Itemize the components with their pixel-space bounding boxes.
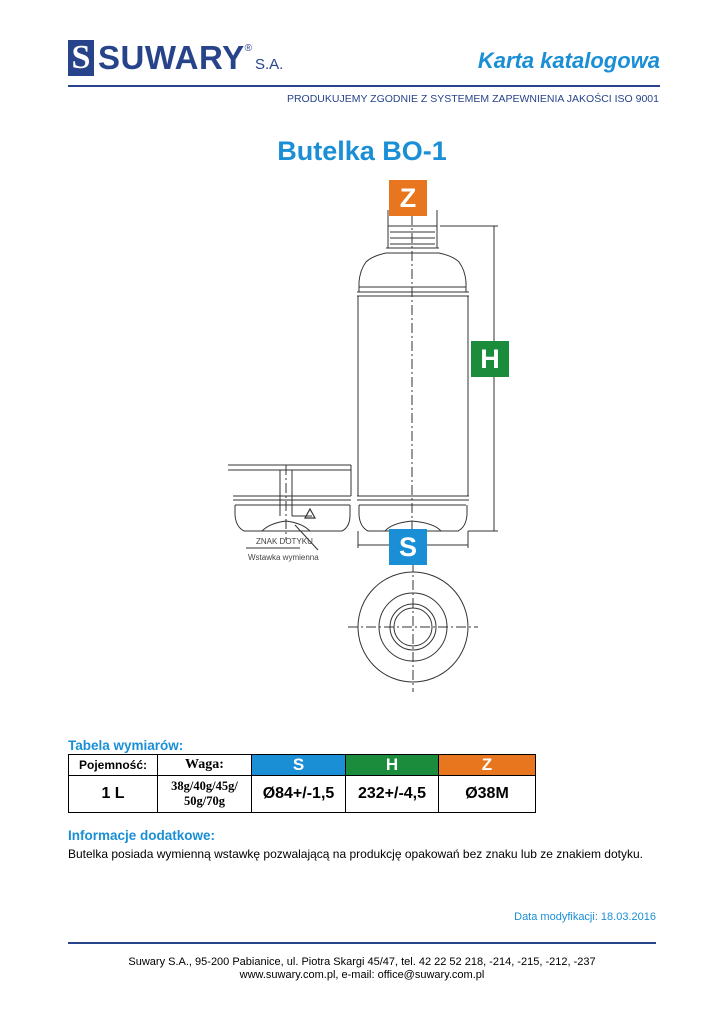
brand-name: SUWARY	[98, 39, 245, 76]
cell-capacity: 1 L	[69, 776, 158, 813]
quality-note: PRODUKUJEMY ZGODNIE Z SYSTEMEM ZAPEWNIENIA JAKOŚCI ISO 9001	[286, 93, 659, 105]
label-s: S	[398, 532, 417, 562]
bottle-shoulder-right	[439, 253, 466, 292]
cell-weight-line2: 50g/70g	[184, 794, 225, 808]
dimensions-table	[68, 754, 536, 813]
header-z: Z	[439, 755, 536, 776]
cell-s: Ø84+/-1,5	[252, 776, 346, 813]
page-title: Butelka BO-1	[277, 136, 447, 166]
table-row	[69, 776, 536, 813]
logo-mark-icon: S	[68, 40, 94, 76]
header-capacity: Pojemność:	[69, 755, 158, 776]
cell-h: 232+/-4,5	[346, 776, 439, 813]
table-heading: Tabela wymiarów:	[68, 738, 184, 753]
footer-address: Suwary S.A., 95-200 Pabianice, ul. Piotra Skargi 45/47, tel. 42 22 52 218, -214, -215, -212, -237	[128, 956, 596, 968]
header-weight: Waga:	[158, 755, 252, 776]
insert-note-touch: ZNAK DOTYKU	[256, 537, 313, 546]
cell-weight-line1: 38g/40g/45g/	[171, 779, 238, 793]
insert-note-replaceable: Wstawka wymienna	[248, 553, 319, 562]
footer	[0, 956, 724, 982]
info-text: Butelka posiada wymienną wstawkę pozwalającą na produkcję opakowań bez znaku lub ze znakiem dotyku.	[68, 847, 643, 861]
brand-registered: ®	[244, 42, 252, 54]
header-h: H	[346, 755, 439, 776]
touch-mark-icon	[305, 509, 315, 518]
cell-z: Ø38M	[439, 776, 536, 813]
footer-divider	[68, 942, 656, 944]
footer-contact: www.suwary.com.pl, e-mail: office@suwary.com.pl	[239, 969, 485, 981]
label-h: H	[480, 344, 500, 374]
table-header-row	[69, 755, 536, 776]
header-s: S	[252, 755, 346, 776]
brand-suffix: S.A.	[255, 56, 284, 73]
modification-date: Data modyfikacji: 18.03.2016	[514, 911, 656, 923]
bottle-shoulder-left	[359, 253, 386, 292]
label-z: Z	[399, 183, 417, 213]
doc-type-title: Karta katalogowa	[477, 48, 660, 73]
cell-weight	[158, 776, 252, 813]
info-heading: Informacje dodatkowe:	[68, 828, 216, 843]
